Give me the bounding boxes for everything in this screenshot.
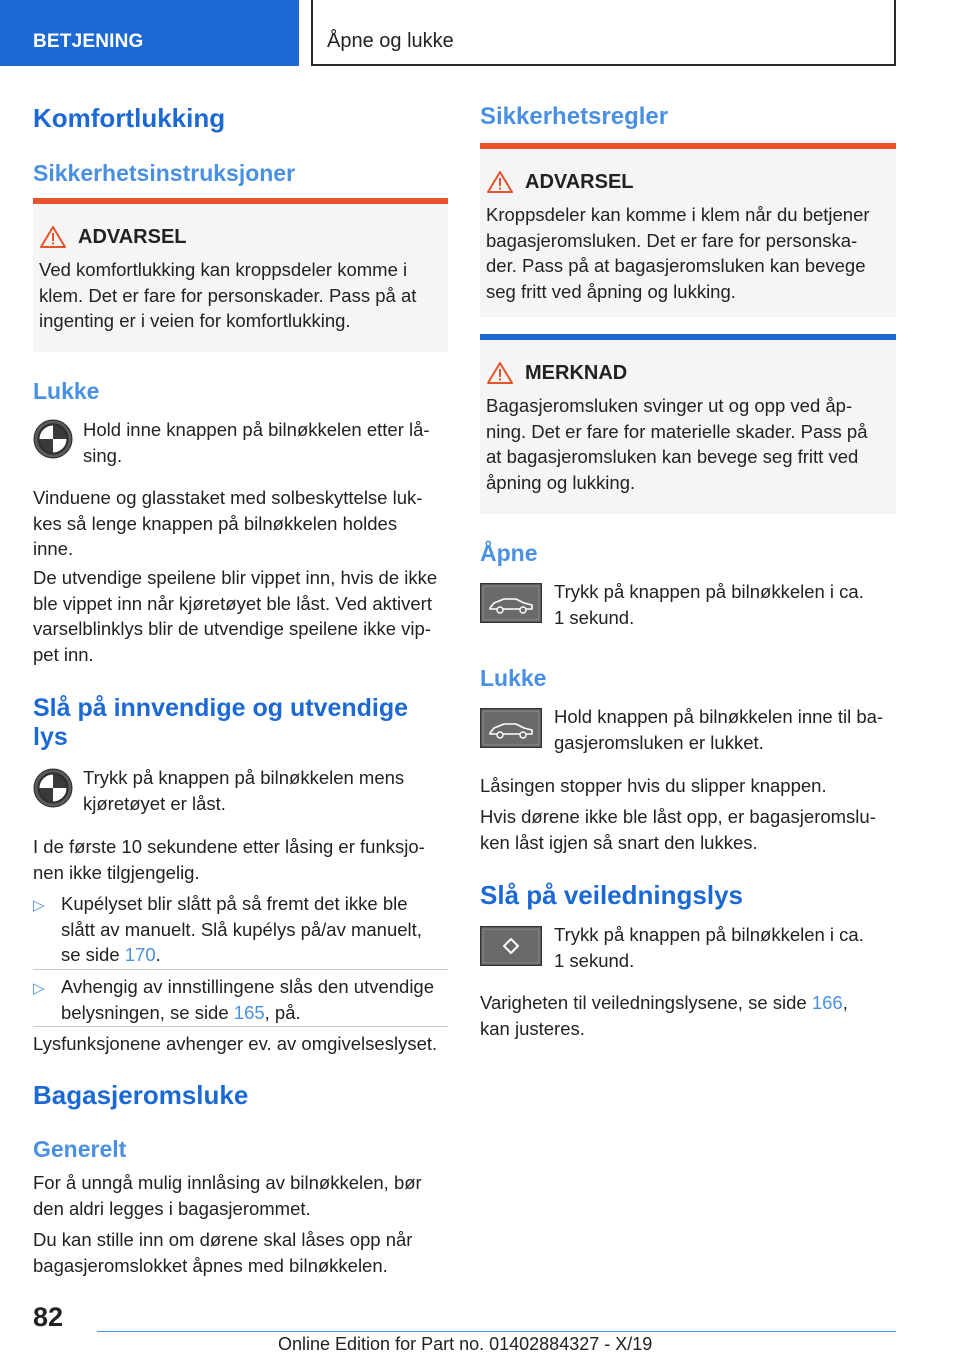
guide-light-button-icon [480,926,542,966]
heading-lights: Slå på innvendige og utvendige lys [33,694,409,751]
warning-box [33,198,448,352]
header-topic-label: Åpne og lukke [327,30,454,52]
notice-bar [480,334,896,340]
close-icon-text: Hold knappen på bilnøkkelen inne til ba- gasjeromsluken er lukket. [554,706,884,753]
warning-box [480,143,896,317]
paragraph-guide-duration: Varigheten til veiledningslysene, se side 166, kan justeres. [480,992,848,1039]
paragraph-unlock-setting: Du kan stille inn om dørene skal låses opp når bagasjeromslokket åpnes med bilnøkkelen. [33,1229,413,1276]
subtitle-safety-instructions: Sikkerhetsinstruksjoner [33,160,296,186]
bmw-key-button-icon [33,419,73,459]
page-reference-link[interactable]: 170 [124,944,156,965]
heading-lukke: Lukke [33,378,100,404]
page-reference-link[interactable]: 166 [811,992,843,1013]
header-section-label: BETJENING [33,31,144,52]
notice-text: Bagasjeromsluken svinger ut og opp ved åp- ning. Det er fare for materielle skader. Pass på at bagasjeromsluken kan bevege seg fritt ved åpning og lukking. [486,395,868,493]
list-divider [33,969,448,970]
footer-divider [97,1331,896,1332]
trunk-button-icon [480,583,542,623]
warning-label: ADVARSEL [78,226,187,248]
warning-text: Kroppsdeler kan komme i klem når du betjener bagasjeromsluken. Det er fare for personska- der. Pass på at bagasjeromsluken kan bevege seg fritt ved åpning og lukking. [486,204,870,302]
heading-safety-rules: Sikkerhetsregler [480,103,669,130]
open-icon-text: Trykk på knappen på bilnøkkelen i ca. 1 sekund. [554,581,864,628]
warning-triangle-icon [487,362,513,384]
heading-trunk-lid: Bagasjeromsluke [33,1080,249,1110]
heading-guide-light: Slå på veiledningslys [480,880,743,910]
list-divider [33,1026,448,1027]
warning-bar [33,198,448,204]
bmw-key-button-icon [33,768,73,808]
notice-label: MERKNAD [525,362,628,384]
paragraph-relock: Hvis dørene ikke ble låst opp, er bagasjeromslu- ken låst igjen så snart den lukkes. [480,806,876,853]
warning-triangle-icon [487,171,513,193]
paragraph-key-lockin: For å unngå mulig innlåsing av bilnøkkelen, bør den aldri legges i bagasjerommet. [33,1172,422,1219]
warning-text: Ved komfortlukking kan kroppsdeler komme i klem. Det er fare for personskader. Pass på at ingenting er i veien for komfortlukking. [39,259,417,331]
warning-bar [480,143,896,149]
bullet-triangle-icon: ▷ [33,980,45,997]
guide-icon-text: Trykk på knappen på bilnøkkelen i ca. 1 sekund. [554,924,864,971]
header-topic-box [311,0,896,66]
footer-edition-text: Online Edition for Part no. 01402884327 - X/19 [278,1334,653,1354]
paragraph-windows: Vinduene og glasstaket med solbeskyttelse luk- kes så lenge knappen på bilnøkkelen holdes inne. [33,487,423,559]
page-reference-link[interactable]: 165 [233,1001,265,1023]
page-number: 82 [33,1302,64,1332]
paragraph-release-stop: Låsingen stopper hvis du slipper knappen. [480,775,827,796]
heading-open: Åpne [480,540,538,566]
lukke-icon-text: Hold inne knappen på bilnøkkelen etter lå- sing. [83,419,430,466]
notice-box [480,334,896,514]
paragraph-ten-seconds: I de første 10 sekundene etter låsing er funksjo- nen ikke tilgjengelig. [33,836,425,883]
heading-close: Lukke [480,665,547,691]
warning-triangle-icon [40,226,66,248]
header-section-tab [0,0,299,66]
lights-icon-text: Trykk på knappen på bilnøkkelen mens kjøretøyet er låst. [83,767,405,814]
paragraph-mirrors: De utvendige speilene blir vippet inn, hvis de ikke ble vippet inn når kjøretøyet ble låst. Ved aktivert varselblinklys blir de utvendige speilene ikke vip- pet inn. [33,567,438,665]
warning-label: ADVARSEL [525,171,634,193]
trunk-button-icon [480,708,542,748]
title-komfortlukking: Komfortlukking [33,103,226,133]
bullet-triangle-icon: ▷ [33,897,45,914]
heading-general: Generelt [33,1136,127,1162]
paragraph-ambient-light: Lysfunksjonene avhenger ev. av omgivelseslyset. [33,1033,438,1054]
